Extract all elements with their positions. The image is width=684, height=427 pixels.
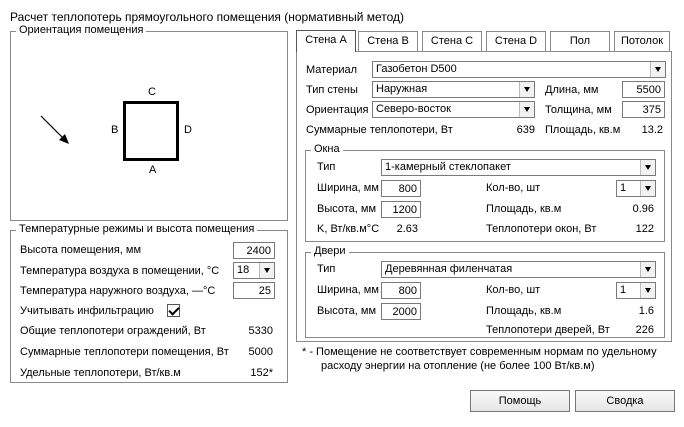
chevron-down-icon [640,262,655,277]
window-width-input[interactable] [381,180,421,197]
door-count-select[interactable] [616,282,656,299]
inside-temp-value: 18 [237,264,250,276]
room-height-input[interactable] [233,242,275,259]
chevron-down-icon [640,160,655,175]
inside-temp-label: Температура воздуха в помещении, °C [20,265,220,277]
window-k-value: 2.63 [396,223,418,235]
note-line-2: расходу энергии на отопление (не более 100 Вт/кв.м) [321,360,595,372]
temperature-group [10,223,288,383]
window-count-select[interactable] [616,180,656,197]
door-type-label: Тип [317,263,336,275]
window-type-value: 1-камерный стеклопакет [385,161,511,173]
door-loss-label: Теплопотери дверей, Вт [486,324,610,336]
orientation-value: Северо-восток [376,103,451,115]
length-label: Длина, мм [545,84,599,96]
window-title: Расчет теплопотерь прямоугольного помещения (нормативный метод) [10,10,405,24]
window-height-input[interactable] [381,201,421,218]
window-type-select[interactable] [381,159,656,176]
specific-loss-label: Удельные теплопотери, Вт/кв.м [20,367,181,379]
wall-sum-value: 639 [516,124,535,136]
tab-wall-b[interactable]: Стена B [358,31,418,51]
window-type-label: Тип [317,161,336,173]
side-label-left: B [111,124,119,136]
window-area-value: 0.96 [632,203,654,215]
wall-tab-panel [296,51,672,342]
wall-type-select[interactable] [372,81,535,98]
tab-wall-c[interactable]: Стена C [422,31,482,51]
door-count-value: 1 [620,284,627,296]
window-loss-value: 122 [635,223,654,235]
wall-area-value: 13.2 [641,124,663,136]
doors-group [305,245,665,338]
tab-wall-a[interactable]: Стена A [296,30,356,52]
door-height-input[interactable] [381,303,421,320]
side-label-top: C [148,86,156,98]
door-width-label: Ширина, мм [317,284,379,296]
total-room-label: Суммарные теплопотери помещения, Вт [20,346,229,358]
orientation-select[interactable] [372,101,535,118]
door-count-label: Кол-во, шт [486,284,541,296]
orientation-arrow-icon [39,114,73,148]
help-button[interactable]: Помощь [470,390,570,412]
chevron-down-icon [650,62,665,77]
windows-group [305,143,665,242]
wall-sum-label: Суммарные теплопотери, Вт [306,124,453,136]
total-room-value: 5000 [248,346,273,358]
tab-ceiling[interactable]: Потолок [614,31,670,51]
window-width-label: Ширина, мм [317,182,379,194]
outside-temp-label: Температура наружного воздуха, —°C [20,285,216,297]
windows-group-label: Окна [311,143,343,155]
wall-type-label: Тип стены [306,84,358,96]
side-label-bottom: A [149,164,157,176]
tab-wall-d[interactable]: Стена D [486,31,546,51]
chevron-down-icon [640,181,655,196]
infiltration-checkbox[interactable] [167,304,180,317]
door-area-value: 1.6 [638,305,654,317]
side-label-right: D [184,124,192,136]
window-count-label: Кол-во, шт [486,182,541,194]
window-count-value: 1 [620,182,627,194]
total-fence-value: 5330 [248,325,273,337]
inside-temp-select[interactable] [233,262,275,279]
door-height-label: Высота, мм [317,305,377,317]
outside-temp-input[interactable] [233,282,275,299]
wall-type-value: Наружная [376,83,428,95]
window-loss-label: Теплопотери окон, Вт [486,223,597,235]
window-area-label: Площадь, кв.м [486,203,562,215]
window-height-label: Высота, мм [317,203,377,215]
temperature-group-label: Температурные режимы и высота помещения [16,223,257,235]
orientation-group [10,24,288,221]
doors-group-label: Двери [311,245,349,257]
door-loss-value: 226 [635,324,654,336]
door-type-value: Деревянная филенчатая [385,263,513,275]
orientation-group-label: Ориентация помещения [16,24,146,36]
chevron-down-icon [519,102,534,117]
specific-loss-value: 152* [250,367,273,379]
infiltration-label: Учитывать инфильтрацию [20,305,154,317]
door-width-input[interactable] [381,282,421,299]
chevron-down-icon [259,263,274,278]
total-fence-label: Общие теплопотери ограждений, Вт [20,325,206,337]
chevron-down-icon [640,283,655,298]
tab-floor[interactable]: Пол [550,31,610,51]
thickness-input[interactable] [622,101,665,118]
orientation-label: Ориентация [306,104,369,116]
material-select[interactable] [372,61,666,78]
material-value: Газобетон D500 [376,63,457,75]
door-type-select[interactable] [381,261,656,278]
room-square [123,101,179,161]
thickness-label: Толщина, мм [545,104,612,116]
room-height-label: Высота помещения, мм [20,244,142,256]
note-line-1: * - Помещение не соответствует современным нормам по удельному [302,346,657,358]
length-input[interactable] [622,81,665,98]
chevron-down-icon [519,82,534,97]
door-area-label: Площадь, кв.м [486,305,562,317]
wall-area-label: Площадь, кв.м [545,124,621,136]
window-k-label: K, Вт/кв.м°C [317,223,380,235]
summary-button[interactable]: Сводка [575,390,675,412]
material-label: Материал [306,64,357,76]
